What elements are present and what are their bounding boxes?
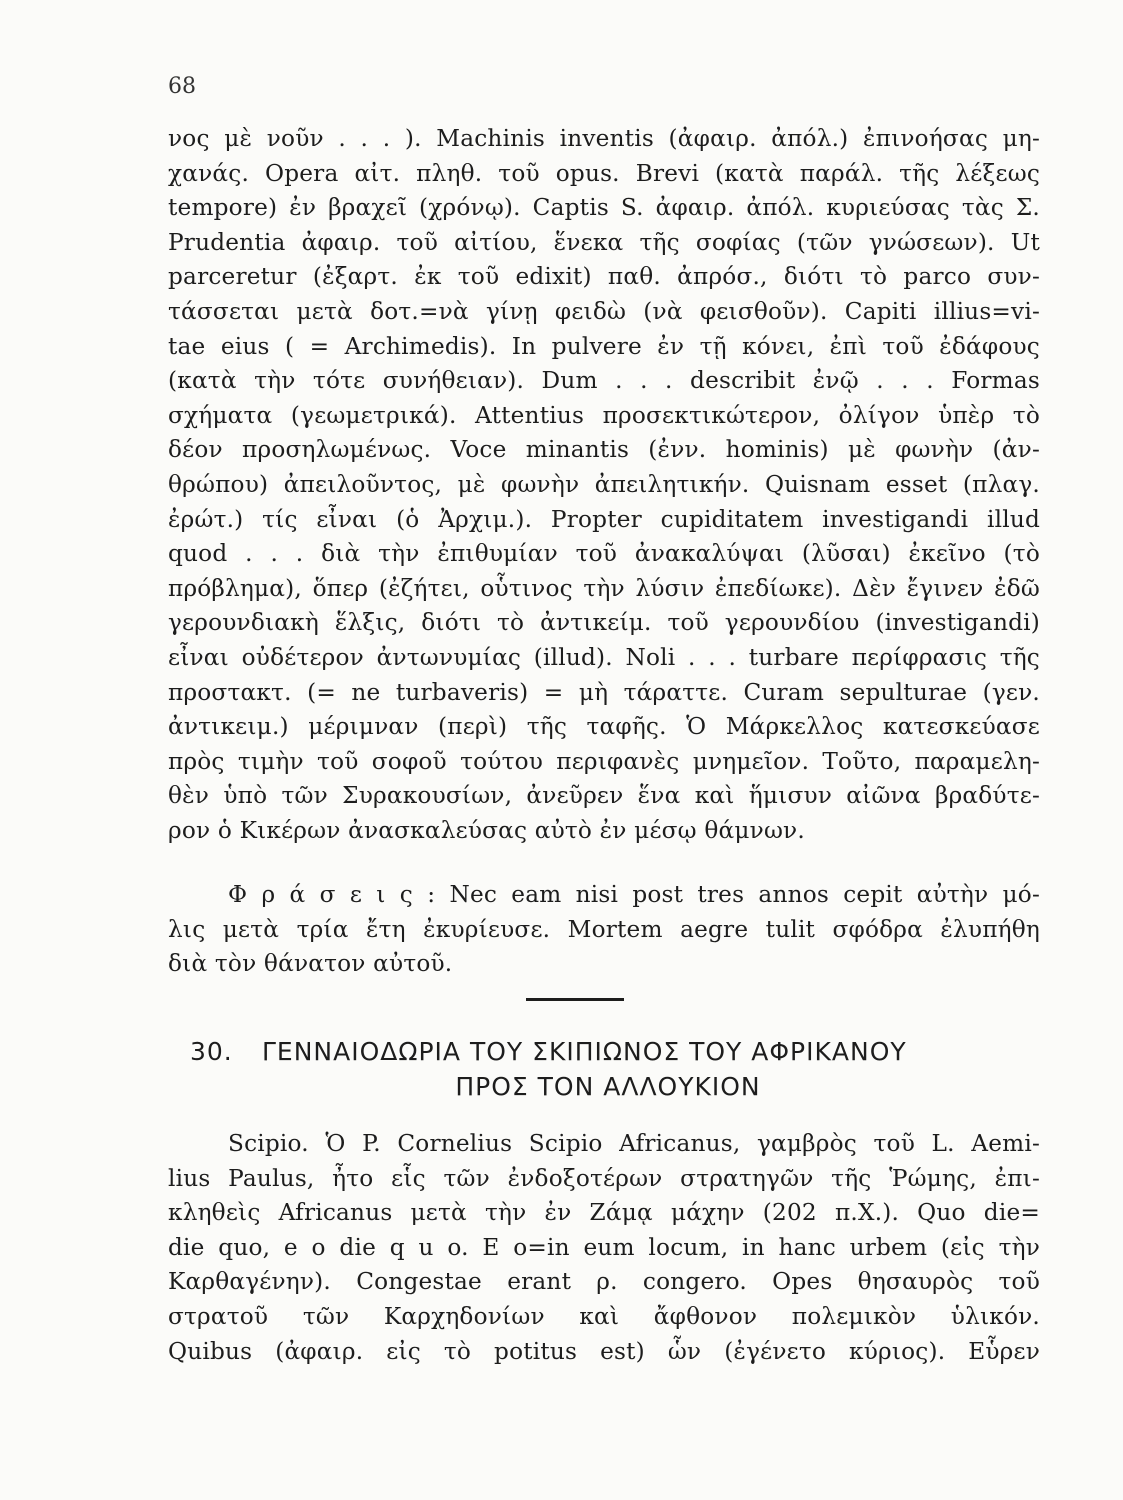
section-divider (526, 998, 624, 1001)
phrases-paragraph (168, 878, 1040, 982)
section-line: Quibus (ἀφαιρ. εἰς τὸ potitus est) ὧν (ἐγένετο κύριος). Εὗρεν (168, 1337, 1040, 1365)
section-number: 30. (190, 1037, 233, 1066)
commentary-line: quod . . . διὰ τὴν ἐπιθυμίαν τοῦ ἀνακαλύψαι (λῦσαι) ἐκεῖνο (τὸ (168, 540, 1040, 568)
section-line: die quo, e o die q u o. E o=in eum locum, in hanc urbem (εἰς τὴν (168, 1233, 1040, 1261)
section-heading (150, 1037, 1050, 1066)
commentary-line: πρόβλημα), ὅπερ (ἐζήτει, οὗτινος τὴν λύσιν ἐπεδίωκε). Δὲν ἔγινεν ἐδῶ (168, 574, 1040, 602)
commentary-paragraph (168, 122, 1040, 848)
commentary-line: (κατὰ τὴν τότε συνήθειαν). Dum . . . describit ἐνῷ . . . Formas (168, 367, 1040, 395)
commentary-line: ἀντικειμ.) μέριμναν (περὶ) τῆς ταφῆς. Ὁ Μάρκελλος κατεσκεύασε (168, 713, 1040, 741)
commentary-line: tempore) ἐν βραχεῖ (χρόνῳ). Captis S. ἀφαιρ. ἀπόλ. κυριεύσας τὰς Σ. (168, 194, 1040, 222)
section-line: κληθεὶς Africanus μετὰ τὴν ἐν Ζάμᾳ μάχην (202 π.Χ.). Quo die= (168, 1199, 1040, 1227)
section-line: στρατοῦ τῶν Καρχηδονίων καὶ ἄφθονον πολεμικὸν ὑλικόν. (168, 1302, 1040, 1330)
commentary-line: πρὸς τιμὴν τοῦ σοφοῦ τούτου περιφανὲς μνημεῖον. Τοῦτο, παραμελη- (168, 747, 1040, 775)
commentary-line: ἐρώτ.) τίς εἶναι (ὁ Ἀρχιμ.). Propter cupiditatem investigandi illud (168, 505, 1040, 533)
phrases-line: λις μετὰ τρία ἔτη ἐκυρίευσε. Mortem aegre tulit σφόδρα ἐλυπήθη (168, 915, 1040, 943)
page-number: 68 (168, 74, 196, 99)
commentary-line: ρον ὁ Κικέρων ἀνασκαλεύσας αὐτὸ ἐν μέσῳ θάμνων. (168, 816, 805, 844)
section-line: Scipio. Ὁ P. Cornelius Scipio Africanus, γαμβρὸς τοῦ L. Aemi- (228, 1130, 1040, 1157)
commentary-line: σχήματα (γεωμετρικά). Attentius προσεκτικώτερον, ὀλίγον ὑπὲρ τὸ (168, 401, 1040, 429)
commentary-line: θὲν ὑπὸ τῶν Συρακουσίων, ἀνεῦρεν ἕνα καὶ ἥμισυν αἰῶνα βραδύτε- (168, 782, 1040, 810)
commentary-line: δέον προσηλωμένως. Voce minantis (ἐνν. hominis) μὲ φωνὴν (ἀν- (168, 436, 1040, 464)
commentary-line: parceretur (ἐξαρτ. ἐκ τοῦ edixit) παθ. ἀπρόσ., διότι τὸ parco συν- (168, 263, 1040, 291)
section-line: lius Paulus, ἦτο εἷς τῶν ἐνδοξοτέρων στρατηγῶν τῆς Ῥώμης, ἐπι- (168, 1164, 1040, 1192)
section-title-line1: ΓΕΝΝΑΙΟΔΩΡΙΑ ΤΟΥ ΣΚΙΠΙΩΝΟΣ ΤΟΥ ΑΦΡΙΚΑΝΟΥ (262, 1037, 907, 1066)
section-line: Καρθαγένην). Congestae erant ρ. congero. Opes θησαυρὸς τοῦ (168, 1268, 1040, 1296)
commentary-line: εἶναι οὐδέτερον ἀντωνυμίας (illud). Noli . . . turbare περίφρασις τῆς (168, 643, 1040, 671)
commentary-line: χανάς. Opera αἰτ. πληθ. τοῦ opus. Brevi (κατὰ παράλ. τῆς λέξεως (168, 159, 1040, 187)
commentary-line: Prudentia ἀφαιρ. τοῦ αἰτίου, ἕνεκα τῆς σοφίας (τῶν γνώσεων). Ut (168, 228, 1040, 256)
section-paragraph (168, 1127, 1040, 1369)
commentary-line: γερουνδιακὴ ἕλξις, διότι τὸ ἀντικείμ. τοῦ γερουνδίου (investigandi) (168, 609, 1040, 637)
commentary-line: προστακτ. (= ne turbaveris) = μὴ τάραττε. Curam sepulturae (γεν. (168, 678, 1040, 706)
commentary-line: νος μὲ νοῦν . . . ). Machinis inventis (ἀφαιρ. ἀπόλ.) ἐπινοήσας μη- (168, 125, 1040, 152)
commentary-line: tae eius ( = Archimedis). In pulvere ἐν τῇ κόνει, ἐπὶ τοῦ ἐδάφους (168, 332, 1040, 360)
phrases-line: Φ ρ ά σ ε ι ς : Nec eam nisi post tres annos cepit αὐτὴν μό- (228, 881, 1040, 908)
commentary-line: τάσσεται μετὰ δοτ.=νὰ γίνῃ φειδὼ (νὰ φεισθοῦν). Capiti illius=vi- (168, 297, 1040, 325)
section-title-line2: ΠΡΟΣ ΤΟΝ ΑΛΛΟΥΚΙΟΝ (455, 1072, 761, 1101)
phrases-line: διὰ τὸν θάνατον αὐτοῦ. (168, 950, 453, 978)
commentary-line: θρώπου) ἀπειλοῦντος, μὲ φωνὴν ἀπειλητικήν. Quisnam esset (πλαγ. (168, 470, 1040, 498)
